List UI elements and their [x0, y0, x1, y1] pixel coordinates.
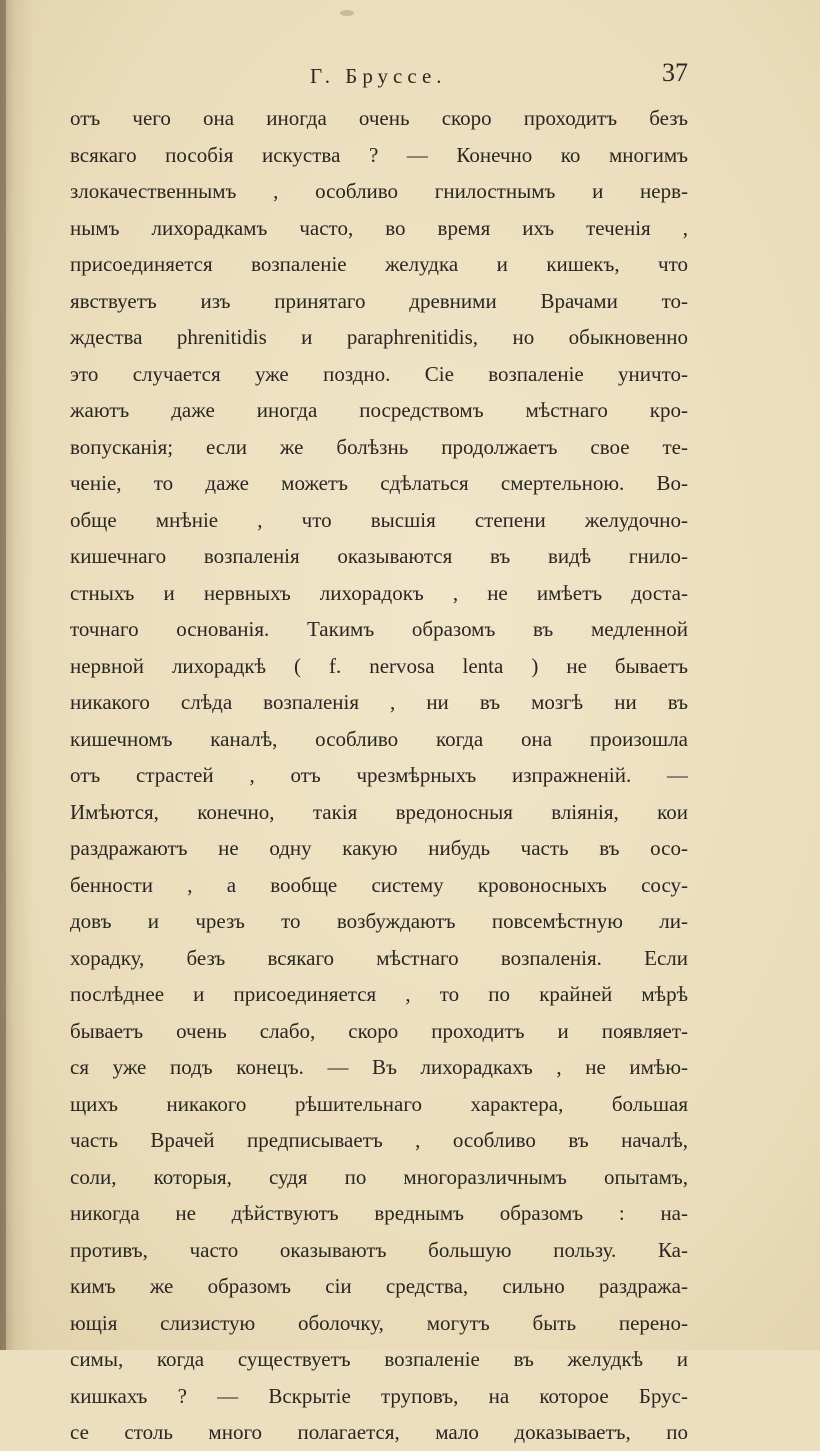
text-line: кишечнаго возпаленія оказываются въ видѣ гнило-: [70, 544, 688, 568]
text-line: кимъ же образомъ сіи средства, сильно раздража-: [70, 1274, 688, 1298]
text-line: бываетъ очень слабо, скоро проходитъ и появляет-: [70, 1018, 688, 1043]
text-line: присоединяется возпаленіе желудка и кишекъ, что: [70, 252, 688, 276]
text-line: часть Врачей предписываетъ , особливо въ началѣ,: [70, 1128, 688, 1152]
text-line: симы, когда существуетъ возпаленіе въ желудкѣ и: [70, 1347, 688, 1371]
text-line: ждества phrenitidis и paraphrenitidis, но обыкновенно: [70, 325, 688, 349]
text-line: соли, которыя, судя по многоразличнымъ опытамъ,: [70, 1164, 688, 1189]
text-line: противъ, часто оказываютъ большую пользу. Ка-: [70, 1237, 688, 1262]
page-header: [70, 58, 688, 92]
running-head: Г. Бруссе.: [310, 64, 447, 88]
text-line: никакого слѣда возпаленія , ни въ мозгѣ ни въ: [70, 690, 688, 714]
text-line: раздражаютъ не одну какую нибудь часть въ осо-: [70, 836, 688, 860]
text-line: нымъ лихорадкамъ часто, во время ихъ теченія ,: [70, 215, 688, 240]
text-line: отъ страстей , отъ чрезмѣрныхъ изпражненій. —: [70, 763, 688, 787]
text-line: ченіе, то даже можетъ сдѣлаться смертельною. Во-: [70, 471, 688, 495]
text-line: хорадку, безъ всякаго мѣстнаго возпаленія. Если: [70, 945, 688, 970]
text-line: Имѣются, конечно, такія вредоносныя вліянія, кои: [70, 799, 688, 824]
ink-smudge: [340, 10, 354, 16]
page-number: 37: [662, 58, 688, 87]
text-line: явствуетъ изъ принятаго древними Врачами то-: [70, 288, 688, 313]
text-line: всякаго пособія искуства ? — Конечно ко многимъ: [70, 142, 688, 167]
text-line: это случается уже поздно. Сіе возпаленіе уничто-: [70, 361, 688, 386]
text-line: кишечномъ каналѣ, особливо когда она произошла: [70, 726, 688, 751]
text-line: злокачественнымъ , особливо гнилостнымъ и нерв-: [70, 179, 688, 203]
text-line: послѣднее и присоединяется , то по крайней мѣрѣ: [70, 982, 688, 1006]
text-line: се столь много полагается, мало доказываетъ, по: [70, 1420, 688, 1444]
text-line: нервной лихорадкѣ ( f. nervosa lenta ) не бываетъ: [70, 653, 688, 678]
text-line: отъ чего она иногда очень скоро проходитъ безъ: [70, 106, 688, 130]
text-line: точнаго основанія. Такимъ образомъ въ медленной: [70, 617, 688, 641]
text-line: стныхъ и нервныхъ лихорадокъ , не имѣетъ доста-: [70, 580, 688, 605]
text-line: кишкахъ ? — Вскрытіе труповъ, на которое Брус-: [70, 1383, 688, 1408]
page-gutter-shadow: [0, 0, 6, 1350]
text-line: никогда не дѣйствуютъ вреднымъ образомъ : на-: [70, 1201, 688, 1225]
text-line: обще мнѣніе , что высшія степени желудочно-: [70, 507, 688, 532]
text-line: ющія слизистую оболочку, могутъ быть перено-: [70, 1310, 688, 1335]
text-line: ся уже подъ конецъ. — Въ лихорадкахъ , не имѣю-: [70, 1055, 688, 1079]
text-line: бенности , а вообще систему кровоносныхъ сосу-: [70, 872, 688, 897]
text-line: довъ и чрезъ то возбуждаютъ повсемѣстную ли-: [70, 909, 688, 933]
text-line: жаютъ даже иногда посредствомъ мѣстнаго кро-: [70, 398, 688, 422]
body-text: [70, 100, 688, 1451]
text-line: щихъ никакого рѣшительнаго характера, большая: [70, 1091, 688, 1116]
text-line: вопусканія; если же болѣзнь продолжаетъ свое те-: [70, 434, 688, 459]
